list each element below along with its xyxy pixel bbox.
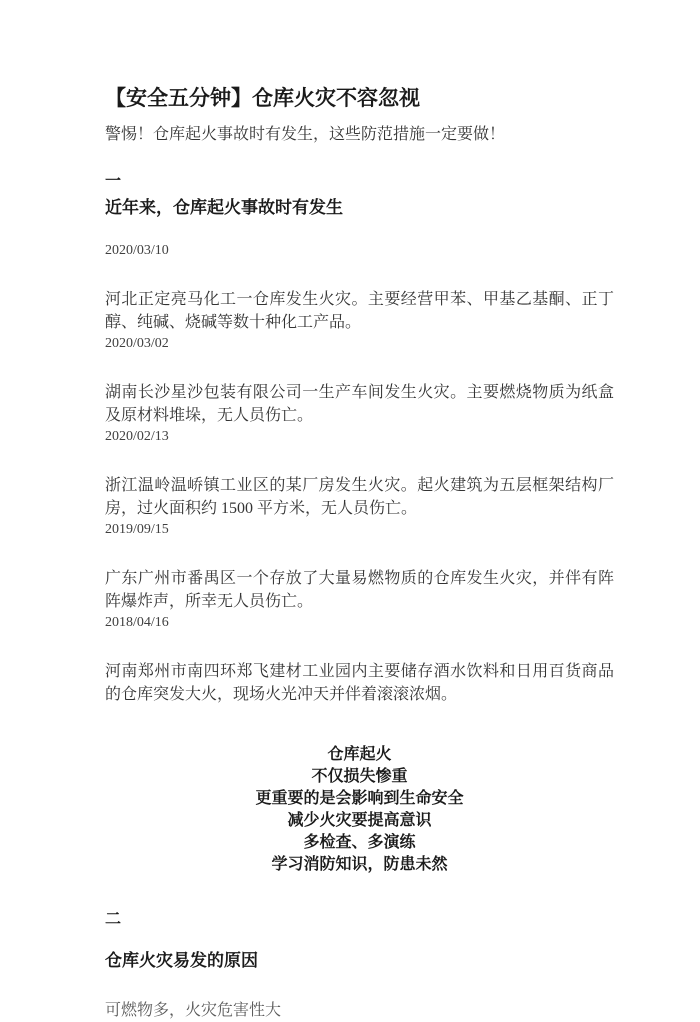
section1-heading: 近年来，仓库起火事故时有发生 — [105, 198, 343, 217]
incident-text: 浙江温岭温峤镇工业区的某厂房发生火灾。起火建筑为五层框架结构厂房，过火面积约 1500 平方米，无人员伤亡。 — [105, 477, 614, 517]
slogan-line: 减少火灾要提高意识 — [287, 812, 432, 829]
page-subtitle: 警惕！仓库起火事故时有发生，这些防范措施一定要做！ — [105, 126, 506, 143]
section2-marker: 二 — [105, 911, 122, 928]
incident-block — [105, 474, 614, 540]
incident-block — [105, 381, 614, 447]
incident-date: 2020/02/13 — [105, 429, 169, 444]
section2-heading: 仓库火灾易发的原因 — [105, 951, 258, 970]
incident-text: 河南郑州市南四环郑飞建材工业园内主要储存酒水饮料和日用百货商品的仓库突发大火，现场火光冲天并伴着滚滚浓烟。 — [105, 663, 614, 703]
incident-date: 2020/03/10 — [105, 243, 169, 258]
incident-block — [105, 567, 614, 633]
incident-date: 2019/09/15 — [105, 522, 169, 537]
slogan-line: 更重要的是会影响到生命安全 — [255, 790, 464, 807]
slogan-block — [105, 744, 614, 876]
incident-block — [105, 660, 614, 706]
slogan-line: 不仅损失惨重 — [311, 768, 408, 785]
slogan-line: 多检查、多演练 — [303, 834, 416, 851]
incident-text: 湖南长沙星沙包装有限公司一生产车间发生火灾。主要燃烧物质为纸盒及原材料堆垛，无人员伤亡。 — [105, 384, 614, 424]
incident-block — [105, 288, 614, 354]
page-title: 【安全五分钟】仓库火灾不容忽视 — [105, 87, 420, 110]
incident-date: 2018/04/16 — [105, 615, 169, 630]
slogan-line: 学习消防知识，防患未然 — [271, 856, 448, 873]
section2-body: 可燃物多，火灾危害性大 — [105, 1002, 282, 1019]
incident-date: 2020/03/02 — [105, 336, 169, 351]
slogan-line: 仓库起火 — [327, 746, 392, 763]
incident-text: 广东广州市番禺区一个存放了大量易燃物质的仓库发生火灾，并伴有阵阵爆炸声，所幸无人员伤亡。 — [105, 570, 614, 610]
incident-text: 河北正定亮马化工一仓库发生火灾。主要经营甲苯、甲基乙基酮、正丁醇、纯碱、烧碱等数十种化工产品。 — [105, 291, 614, 331]
section1-marker: 一 — [105, 173, 122, 190]
